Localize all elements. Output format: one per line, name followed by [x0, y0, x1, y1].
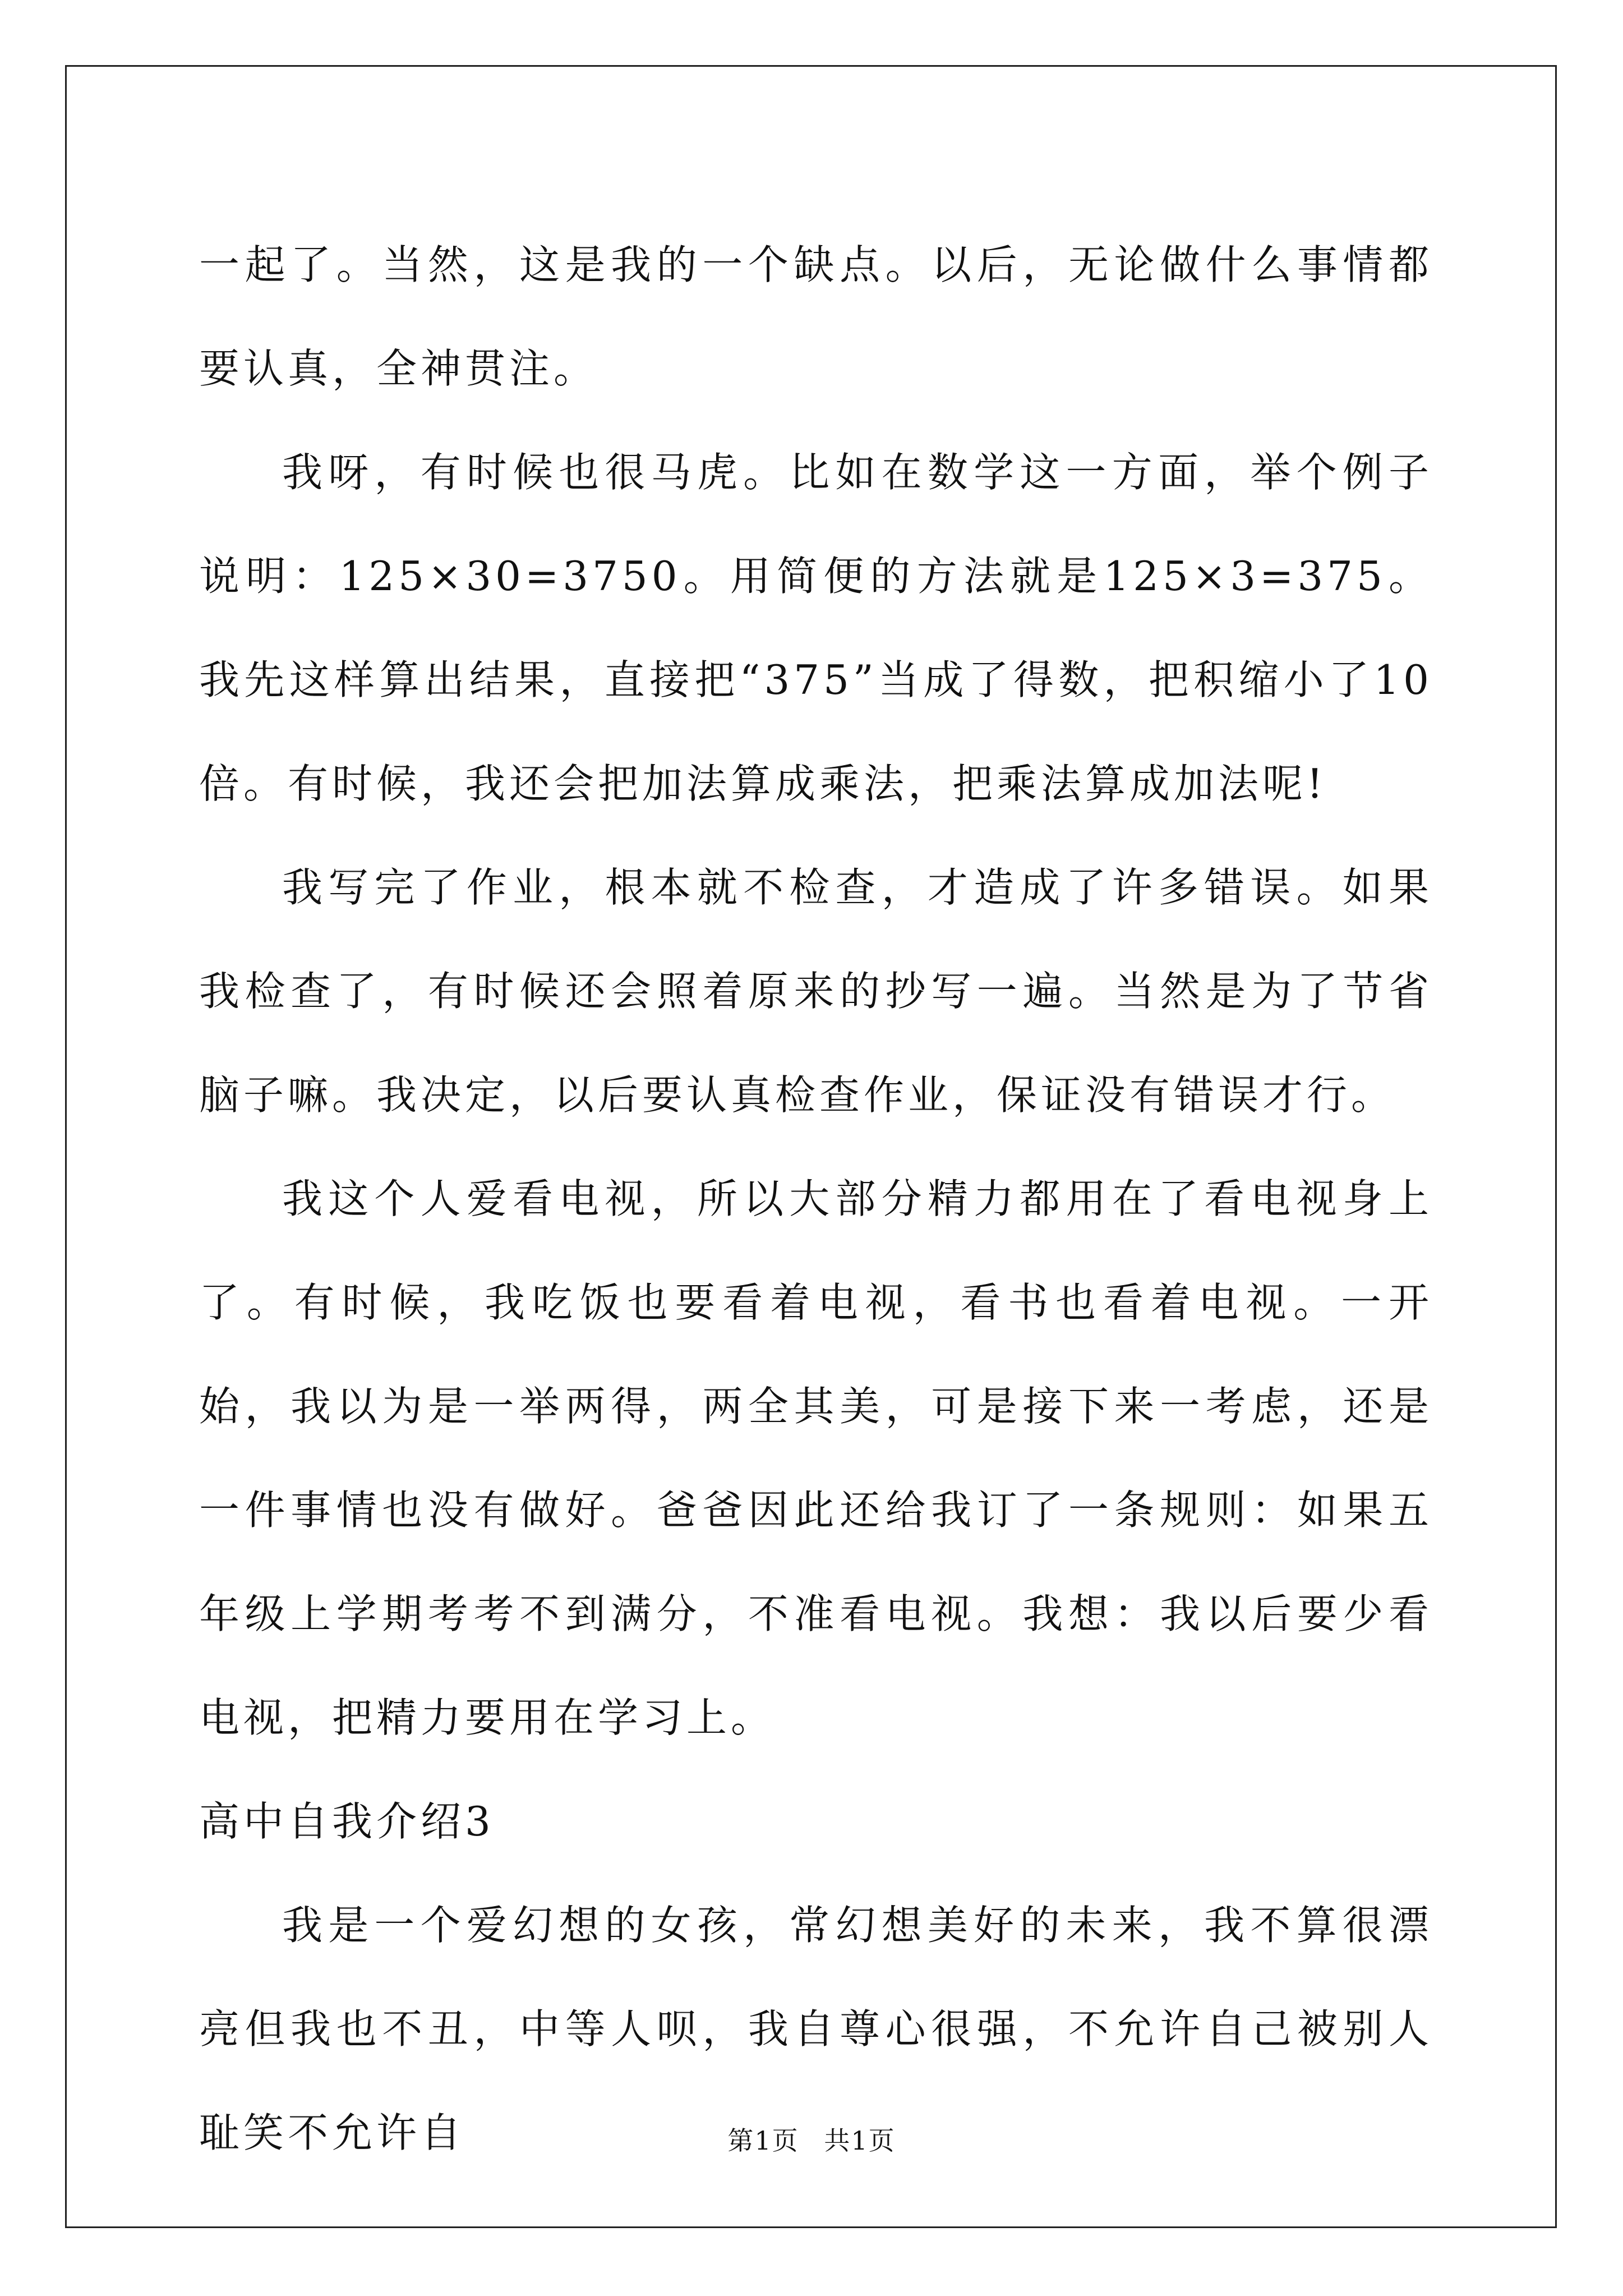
page-footer: [0, 2120, 1623, 2157]
paragraph-4: 我这个人爱看电视，所以大部分精力都用在了看电视身上了。有时候，我吃饭也要看着电视，看书也看着电视。一开始，我以为是一举两得，两全其美，可是接下来一考虑，还是一件事情也没有做好。爸爸因此还给我订了一条规则：如果五年级上学期考考不到满分，不准看电视。我想：我以后要少看电视，把精力要用在学习上。: [199, 1175, 1433, 1741]
total-pages: 共1页: [824, 2125, 896, 2156]
paragraph-3: 我写完了作业，根本就不检查，才造成了许多错误。如果我检查了，有时候还会照着原来的抄写一遍。当然是为了节省脑子嘛。我决定，以后要认真检查作业，保证没有错误才行。: [199, 864, 1433, 1119]
section-heading: 高中自我介绍3: [199, 1798, 495, 1845]
paragraph-1: 一起了。当然，这是我的一个缺点。以后，无论做什么事情都要认真，全神贯注。: [199, 241, 1433, 392]
page-number: 第1页: [727, 2125, 799, 2156]
paragraph-5: 我是一个爱幻想的女孩，常幻想美好的未来，我不算很漂亮但我也不丑，中等人呗，我自尊心很强，不允许自己被别人耻笑不允许自: [199, 1902, 1433, 2156]
document-body: [199, 213, 1433, 2185]
paragraph-2: 我呀，有时候也很马虎。比如在数学这一方面，举个例子说明：125×30=3750。用简便的方法就是125×3=375。我先这样算出结果，直接把“375”当成了得数，把积缩小了10倍。有时候，我还会把加法算成乘法，把乘法算成加法呢!: [199, 449, 1433, 807]
